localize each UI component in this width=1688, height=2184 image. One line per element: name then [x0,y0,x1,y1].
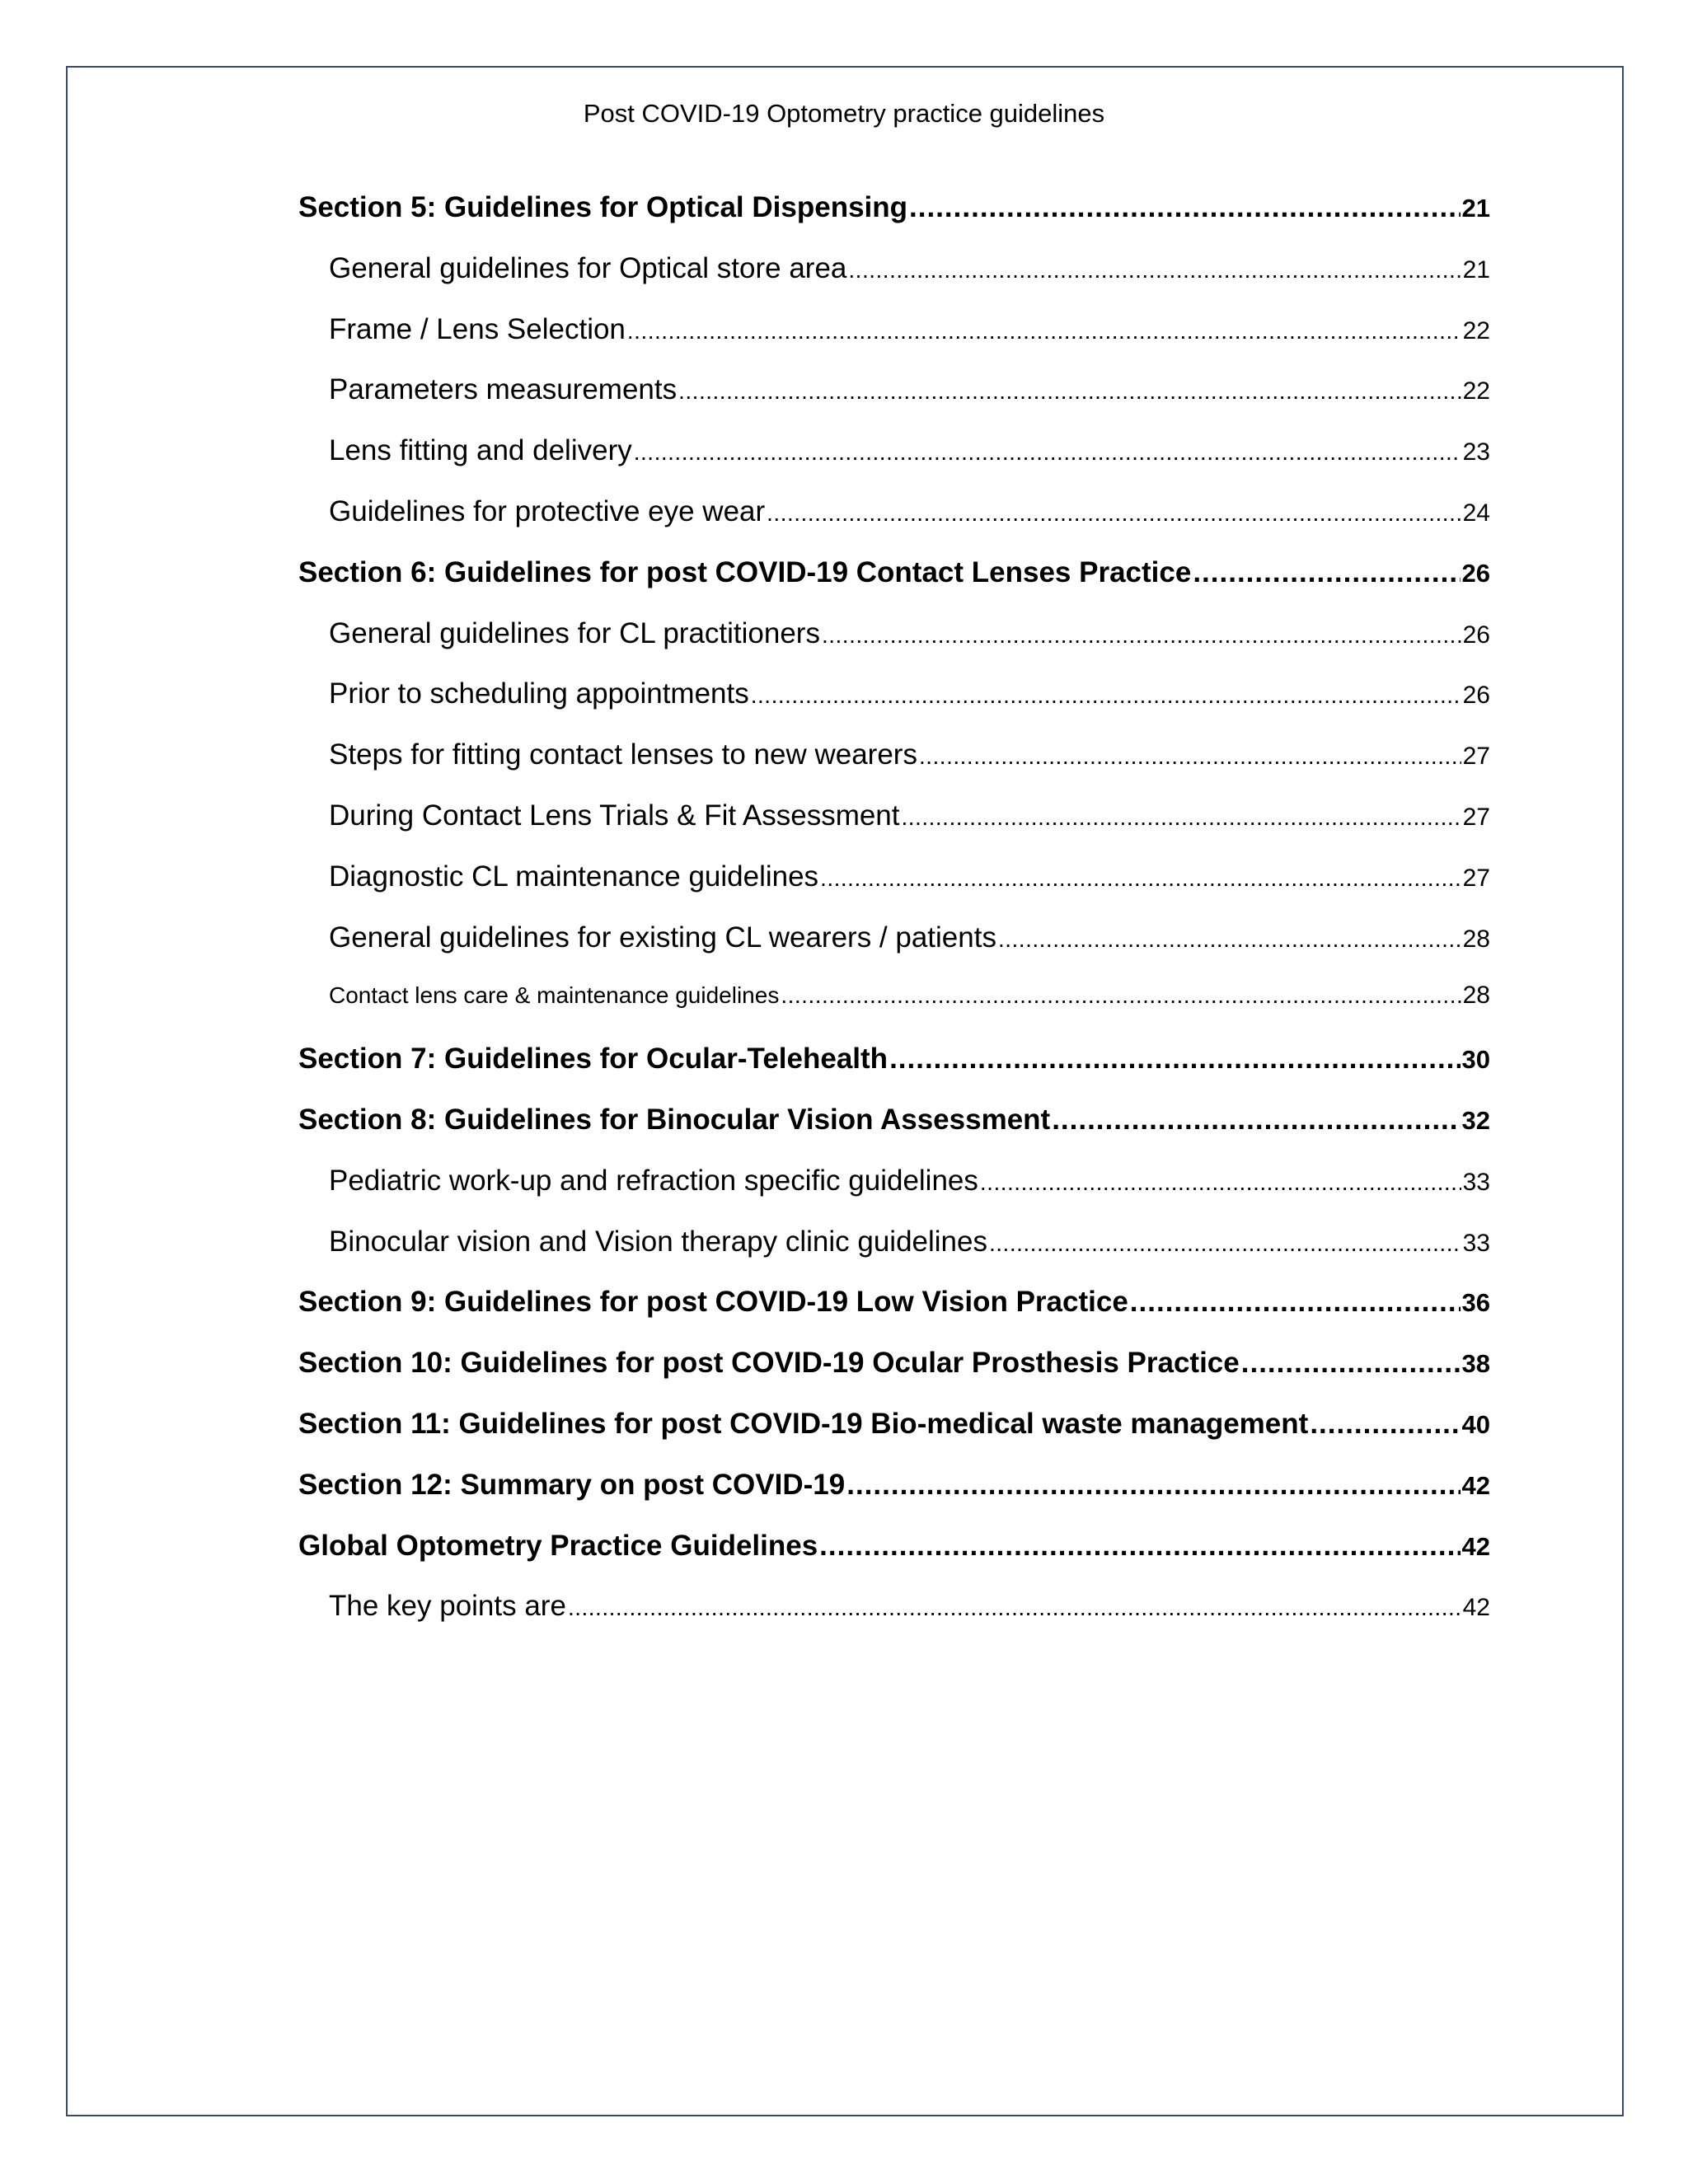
toc-page-number: 28 [1462,982,1490,1010]
toc-entry-title: Section 9: Guidelines for post COVID-19 Low Vision Practice [298,1286,1128,1319]
toc-entry-title: Section 11: Guidelines for post COVID-19 Bio-medical waste management [298,1407,1309,1440]
toc-page-number: 27 [1462,864,1490,892]
toc-entry-title: Section 8: Guidelines for Binocular Vision Assessment [298,1103,1051,1136]
toc-dot-leader [568,1595,1461,1621]
toc-section-entry[interactable] [298,1408,1490,1469]
toc-dot-leader [1130,1286,1461,1319]
page-header: Post COVID-19 Optometry practice guidelines [583,99,1105,128]
toc-entry-title: Binocular vision and Vision therapy clinic guidelines [329,1225,987,1258]
toc-entry-title: Section 6: Guidelines for post COVID-19 Contact Lenses Practice [298,555,1192,588]
toc-dot-leader [781,982,1461,1009]
toc-dot-leader [820,865,1461,892]
toc-dot-leader [848,257,1461,284]
toc-page-number: 27 [1462,743,1490,771]
toc-page-number: 33 [1462,1168,1490,1196]
toc-page-number: 32 [1461,1105,1490,1135]
toc-dot-leader [767,500,1461,527]
toc-dot-leader [998,926,1461,953]
toc-entry-title: Section 7: Guidelines for Ocular-Telehealth [298,1043,889,1076]
toc-entry-title: Global Optometry Practice Guidelines [298,1529,818,1562]
toc-subsection-entry[interactable] [298,434,1490,495]
toc-dot-leader [1052,1104,1460,1137]
toc-entry-title: During Contact Lens Trials & Fit Assessment [329,799,900,832]
table-of-contents [298,191,1490,1651]
toc-dot-leader [1193,556,1460,589]
toc-entry-title: Pediatric work-up and refraction specific guidelines [329,1164,978,1197]
toc-dot-leader [889,1043,1460,1076]
toc-page-number: 21 [1462,255,1490,284]
toc-page-number: 22 [1462,316,1490,344]
toc-dot-leader [751,682,1461,709]
toc-page-number: 42 [1461,1470,1490,1500]
toc-page-number: 28 [1462,925,1490,953]
toc-section-entry[interactable] [298,556,1490,617]
toc-subsection-entry[interactable] [298,982,1490,1043]
toc-page-number: 38 [1461,1349,1490,1379]
toc-entry-title: Diagnostic CL maintenance guidelines [329,860,819,893]
toc-page-number: 33 [1462,1229,1490,1257]
toc-dot-leader [634,439,1461,466]
toc-subsection-entry[interactable] [298,373,1490,434]
toc-page-number: 42 [1462,1594,1490,1622]
toc-section-entry[interactable] [298,1104,1490,1165]
toc-dot-leader [980,1169,1461,1196]
toc-entry-title: General guidelines for CL practitioners [329,616,820,649]
toc-entry-title: Prior to scheduling appointments [329,677,749,710]
toc-dot-leader [989,1230,1461,1257]
toc-entry-title: Section 5: Guidelines for Optical Dispensing [298,191,908,223]
toc-subsection-entry[interactable] [298,617,1490,678]
toc-subsection-entry[interactable] [298,1590,1490,1651]
toc-subsection-entry[interactable] [298,799,1490,860]
toc-page-number: 26 [1462,621,1490,649]
toc-subsection-entry[interactable] [298,677,1490,738]
toc-page-number: 21 [1461,194,1490,223]
toc-entry-title: Section 10: Guidelines for post COVID-19 Ocular Prosthesis Practice [298,1347,1240,1380]
toc-dot-leader [1241,1347,1461,1380]
toc-dot-leader [678,378,1461,405]
toc-subsection-entry[interactable] [298,860,1490,921]
toc-page-number: 27 [1462,803,1490,831]
toc-dot-leader [1310,1408,1460,1441]
toc-page-number: 36 [1461,1288,1490,1318]
toc-page-number: 42 [1461,1531,1490,1561]
toc-entry-title: General guidelines for Optical store area [329,251,847,284]
toc-entry-title: Parameters measurements [329,373,678,406]
toc-subsection-entry[interactable] [298,252,1490,313]
toc-entry-title: Steps for fitting contact lenses to new wearers [329,738,917,771]
toc-entry-title: Guidelines for protective eye wear [329,494,766,527]
toc-section-entry[interactable] [298,1286,1490,1347]
toc-dot-leader [846,1469,1460,1502]
toc-page-number: 24 [1462,499,1490,527]
toc-section-entry[interactable] [298,1469,1490,1530]
toc-section-entry[interactable] [298,1043,1490,1104]
toc-subsection-entry[interactable] [298,1165,1490,1226]
toc-subsection-entry[interactable] [298,495,1490,556]
toc-page-number: 23 [1462,438,1490,466]
toc-page-number: 26 [1461,558,1490,588]
toc-page-number: 30 [1461,1045,1490,1075]
toc-subsection-entry[interactable] [298,1226,1490,1286]
toc-dot-leader [919,743,1461,770]
toc-section-entry[interactable] [298,1347,1490,1408]
toc-dot-leader [627,318,1461,344]
toc-entry-title: General guidelines for existing CL wearers / patients [329,921,996,954]
toc-entry-title: The key points are [329,1590,566,1623]
toc-dot-leader [909,191,1460,224]
toc-dot-leader [819,1530,1460,1563]
toc-entry-title: Frame / Lens Selection [329,312,626,345]
toc-subsection-entry[interactable] [298,921,1490,982]
toc-entry-title: Contact lens care & maintenance guidelines [329,982,780,1009]
toc-dot-leader [822,622,1461,649]
toc-section-entry[interactable] [298,191,1490,252]
toc-page-number: 22 [1462,377,1490,405]
toc-dot-leader [902,804,1461,831]
toc-entry-title: Section 12: Summary on post COVID-19 [298,1468,846,1501]
toc-page-number: 26 [1462,682,1490,710]
toc-section-entry[interactable] [298,1530,1490,1591]
toc-page-number: 40 [1461,1409,1490,1439]
toc-entry-title: Lens fitting and delivery [329,434,632,467]
toc-subsection-entry[interactable] [298,313,1490,374]
toc-subsection-entry[interactable] [298,738,1490,799]
